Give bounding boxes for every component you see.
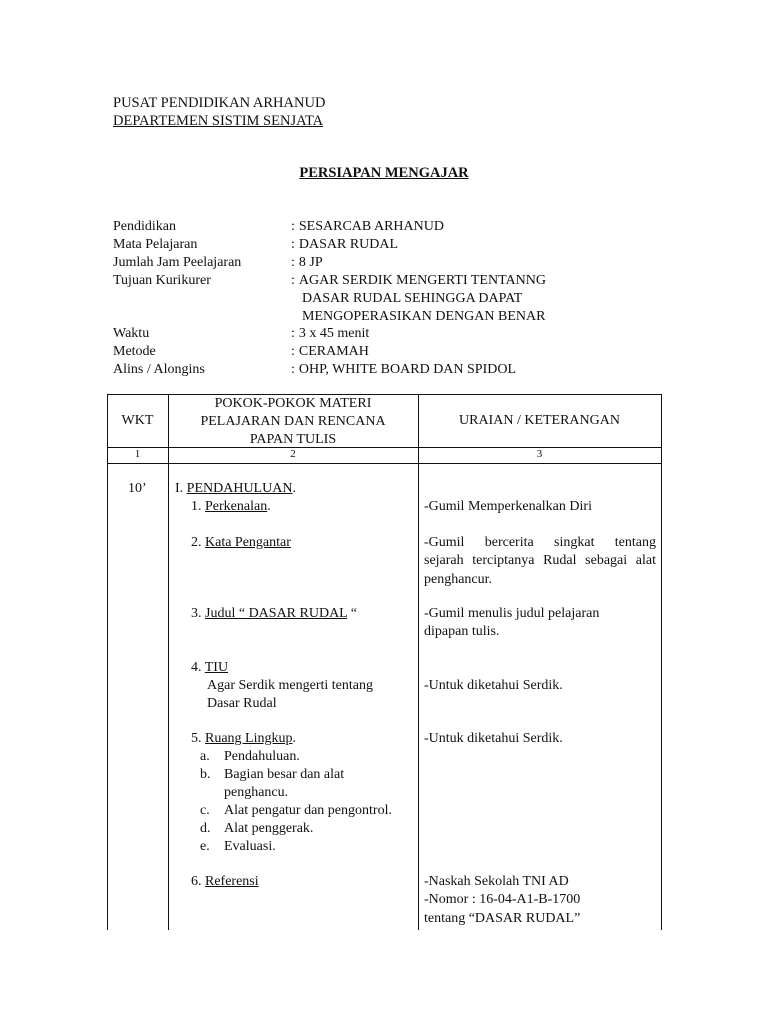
scope-item-b-cont: penghancu. xyxy=(224,785,289,800)
table-number-divider xyxy=(107,463,662,464)
item-judul: 3. Judul “ DASAR RUDAL “ xyxy=(191,606,357,621)
scope-item-b: b. Bagian besar dan alat xyxy=(200,767,345,782)
info-value-tujuan: : AGAR SERDIK MENGERTI TENTANNG xyxy=(291,273,546,288)
info-label-jumlah-jam: Jumlah Jam Peelajaran xyxy=(113,255,242,270)
info-label-alins: Alins / Alongins xyxy=(113,362,205,377)
note-referensi: -Naskah Sekolah TNI AD -Nomor : 16-04-A1-B-1700 tentang “DASAR RUDAL” xyxy=(424,874,581,926)
note-kata-pengantar: -Gumil bercerita singkat tentang sejarah terciptanya Rudal sebagai alat penghancur. xyxy=(424,535,656,587)
info-value-tujuan-line3: MENGOPERASIKAN DENGAN BENAR xyxy=(302,309,546,324)
page-title: PERSIAPAN MENGAJAR xyxy=(299,165,469,181)
info-value-mata-pelajaran: : DASAR RUDAL xyxy=(291,237,399,252)
info-value-alins: : OHP, WHITE BOARD DAN SPIDOL xyxy=(291,362,517,377)
info-value-tujuan-line2: DASAR RUDAL SEHINGGA DAPAT xyxy=(302,291,523,306)
info-label-waktu: Waktu xyxy=(113,326,150,341)
info-value-waktu: : 3 x 45 menit xyxy=(291,326,370,341)
item-kata-pengantar: 2. Kata Pengantar xyxy=(191,535,291,550)
column-number-2: 2 xyxy=(290,448,296,460)
item-tiu-desc-2: Dasar Rudal xyxy=(207,696,277,711)
scope-item-a: a. Pendahuluan. xyxy=(200,749,300,764)
info-label-metode: Metode xyxy=(113,344,156,359)
info-label-tujuan: Tujuan Kurikurer xyxy=(113,273,211,288)
info-value-metode: : CERAMAH xyxy=(291,344,369,359)
scope-item-c: c. Alat pengatur dan pengontrol. xyxy=(200,803,392,818)
item-perkenalan: 1. Perkenalan. xyxy=(191,499,271,514)
scope-item-e: e. Evaluasi. xyxy=(200,839,276,854)
institution-name: PUSAT PENDIDIKAN ARHANUD xyxy=(113,95,326,111)
info-label-mata-pelajaran: Mata Pelajaran xyxy=(113,237,198,252)
note-tiu: -Untuk diketahui Serdik. xyxy=(424,678,563,693)
info-label-pendidikan: Pendidikan xyxy=(113,219,176,234)
header-uraian: URAIAN / KETERANGAN xyxy=(459,413,620,428)
column-number-1: 1 xyxy=(134,448,141,460)
note-judul: -Gumil menulis judul pelajaran dipapan tulis. xyxy=(424,606,600,640)
table-border-left xyxy=(107,394,108,930)
table-col-divider-1 xyxy=(168,394,169,930)
department-name: DEPARTEMEN SISTIM SENJATA xyxy=(113,113,324,129)
column-number-3: 3 xyxy=(536,448,543,460)
time-allocation: 10’ xyxy=(128,481,147,496)
item-referensi: 6. Referensi xyxy=(191,874,259,889)
header-wkt: WKT xyxy=(121,413,154,428)
section-heading: I. PENDAHULUAN. xyxy=(175,481,296,496)
note-perkenalan: -Gumil Memperkenalkan Diri xyxy=(424,499,592,514)
scope-item-d: d. Alat penggerak. xyxy=(200,821,314,836)
table-col-divider-2 xyxy=(418,394,419,930)
header-pokok: POKOK-POKOK MATERI PELAJARAN DAN RENCANA PAPAN TULIS xyxy=(200,396,386,447)
info-value-pendidikan: : SESARCAB ARHANUD xyxy=(291,219,444,234)
info-value-jumlah-jam: : 8 JP xyxy=(291,255,323,270)
note-ruang-lingkup: -Untuk diketahui Serdik. xyxy=(424,731,563,746)
item-tiu: 4. TIU xyxy=(191,660,229,675)
table-border-right xyxy=(661,394,662,930)
item-tiu-desc-1: Agar Serdik mengerti tentang xyxy=(207,678,374,693)
item-ruang-lingkup: 5. Ruang Lingkup. xyxy=(191,731,296,746)
